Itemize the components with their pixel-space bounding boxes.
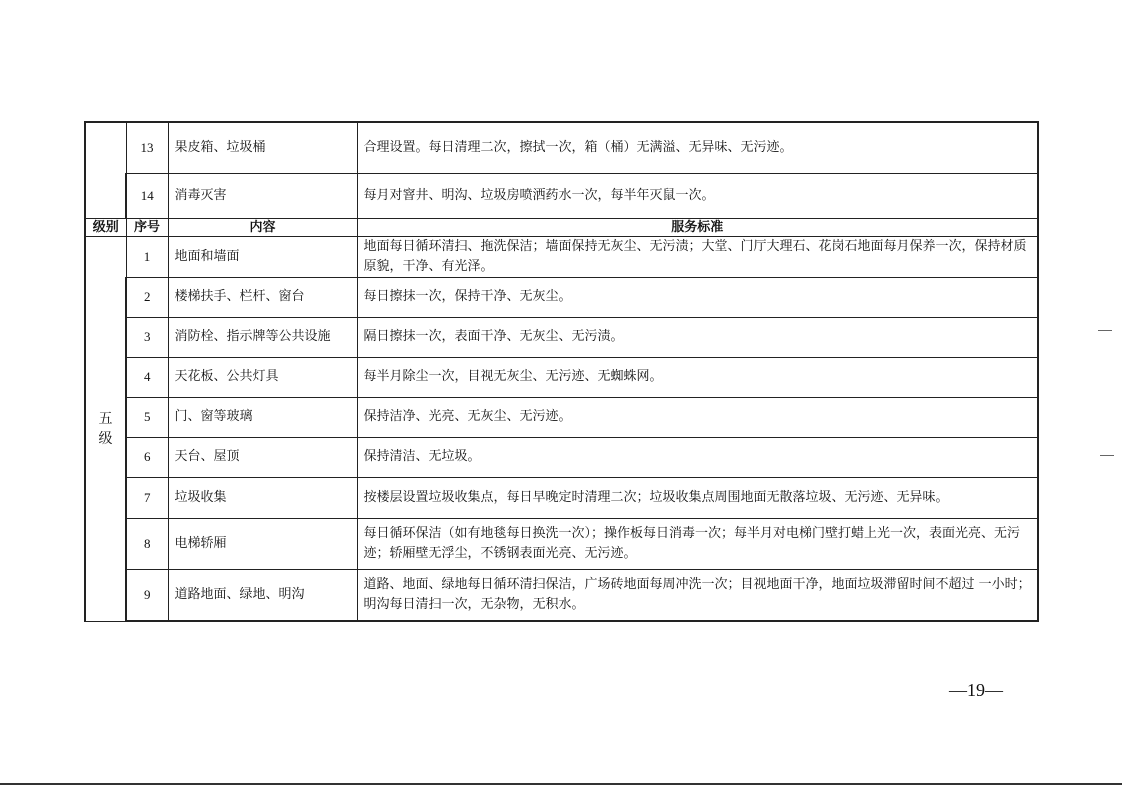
standard-cell: 隔日擦抹一次，表面干净、无灰尘、无污渍。 [357,317,1038,357]
standard-cell: 保持清洁、无垃圾。 [357,437,1038,477]
seq-cell: 1 [126,236,168,277]
content-cell: 天台、屋顶 [168,437,357,477]
content-cell: 电梯轿厢 [168,518,357,569]
content-cell: 门、窗等玻璃 [168,397,357,437]
content-cell: 消防栓、指示牌等公共设施 [168,317,357,357]
standard-cell: 每半月除尘一次，目视无灰尘、无污迹、无蜘蛛网。 [357,357,1038,397]
table-row [85,317,1038,357]
table-row [85,397,1038,437]
seq-cell: 2 [126,277,168,317]
bottom-rule [0,783,1122,785]
standard-cell: 每日擦抹一次，保持干净、无灰尘。 [357,277,1038,317]
standard-cell: 道路、地面、绿地每日循环清扫保洁，广场砖地面每周冲洗一次；目视地面干净，地面垃圾滞留时间不超过 一小时；明沟每日清扫一次，无杂物，无积水。 [357,569,1038,621]
table-header-row [85,218,1038,236]
standard-cell: 地面每日循环清扫、拖洗保洁；墙面保持无灰尘、无污渍；大堂、门厅大理石、花岗石地面每月保养一次，保持材质原貌，干净、有光泽。 [357,236,1038,277]
seq-cell: 3 [126,317,168,357]
table-row [85,437,1038,477]
standard-cell: 每月对窨井、明沟、垃圾房喷洒药水一次，每半年灭鼠一次。 [357,173,1038,218]
table-row [85,518,1038,569]
content-cell: 地面和墙面 [168,236,357,277]
seq-cell: 9 [126,569,168,621]
content-cell: 道路地面、绿地、明沟 [168,569,357,621]
table-row [85,173,1038,218]
content-cell: 果皮箱、垃圾桶 [168,122,357,173]
level-cell: 五级 [85,236,126,621]
table-row [85,569,1038,621]
content-cell: 消毒灭害 [168,173,357,218]
content-cell: 垃圾收集 [168,477,357,518]
standard-cell: 合理设置。每日清理二次，擦拭一次，箱（桶）无满溢、无异味、无污迹。 [357,122,1038,173]
table-row [85,357,1038,397]
table-row [85,236,1038,277]
table-row [85,277,1038,317]
seq-cell: 13 [126,122,168,173]
table-row [85,122,1038,173]
standard-cell: 按楼层设置垃圾收集点，每日早晚定时清理二次；垃圾收集点周围地面无散落垃圾、无污迹、无异味。 [357,477,1038,518]
header-content: 内容 [168,218,357,236]
seq-cell: 5 [126,397,168,437]
scan-edge-mark [1098,330,1112,331]
seq-cell: 14 [126,173,168,218]
header-standard: 服务标准 [357,218,1038,236]
level-cell-empty [85,122,126,218]
seq-cell: 7 [126,477,168,518]
header-level: 级别 [85,218,126,236]
scan-edge-mark [1100,455,1114,456]
seq-cell: 8 [126,518,168,569]
seq-cell: 6 [126,437,168,477]
standard-cell: 每日循环保洁（如有地毯每日换洗一次）；操作板每日消毒一次；每半月对电梯门壁打蜡上光一次，表面光亮、无污迹；轿厢壁无浮尘，不锈钢表面光亮、无污迹。 [357,518,1038,569]
page-number: —19— [949,680,1003,700]
content-cell: 楼梯扶手、栏杆、窗台 [168,277,357,317]
seq-cell: 4 [126,357,168,397]
table-row [85,477,1038,518]
standard-cell: 保持洁净、光亮、无灰尘、无污迹。 [357,397,1038,437]
service-standard-table [84,121,1039,622]
header-seq: 序号 [126,218,168,236]
content-cell: 天花板、公共灯具 [168,357,357,397]
